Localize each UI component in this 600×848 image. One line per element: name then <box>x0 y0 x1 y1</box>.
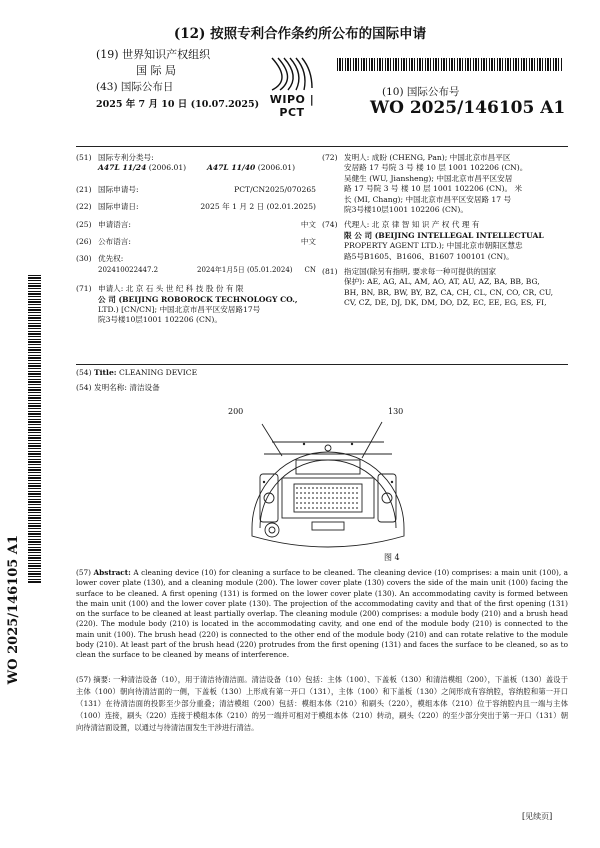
figure-label-130: 130 <box>388 407 404 416</box>
pub-no-label: 国际公布号 <box>406 86 460 98</box>
title-en: CLEANING DEVICE <box>119 368 198 377</box>
title-zh: 清洁设备 <box>129 383 160 392</box>
abstract-zh <box>76 674 568 734</box>
title-en-row <box>76 368 197 378</box>
abstract-zh-code: (57) <box>76 675 91 684</box>
biblio-left <box>76 153 316 326</box>
states-line: BH, BN, BR, BW, BY, BZ, CA, CH, CL, CN, CO, CR, CU, <box>344 287 554 297</box>
states-line: 保护): AE, AG, AL, AM, AO, AT, AU, AZ, BA, BB, BG, <box>344 277 540 287</box>
inventor-line: 安居路 17 号院 3 号 楼 10 层 1001 102206 (CN)。 <box>344 163 528 173</box>
applicant-line-2: 公 司 (BEIJING ROBOROCK TECHNOLOGY CO., <box>98 294 298 304</box>
applicant-text <box>98 284 298 326</box>
pub-date: 2025 年 7 月 10 日 (10.07.2025) <box>96 99 260 110</box>
agent-row <box>322 220 568 262</box>
abstract-en-code: (57) <box>76 568 91 577</box>
agent-line: 代理人: 北 京 律 智 知 识 产 权 代 理 有 <box>344 220 480 230</box>
pub-no-code: (10) <box>382 86 404 98</box>
flang-row <box>76 220 316 230</box>
figure-label-200: 200 <box>228 407 244 416</box>
ipc-label: 国际专利分类号: <box>98 153 154 162</box>
wipo-logo <box>258 54 326 119</box>
pub-no: WO 2025/146105 A1 <box>370 98 566 118</box>
side-barcode <box>28 275 41 583</box>
agent-text <box>344 220 544 262</box>
appno-code: (21) <box>76 184 92 194</box>
agent-line: 限 公 司 (BEIJING INTELLEGAL INTELLECTUAL <box>344 230 544 240</box>
continued-note: [见续页] <box>522 812 553 821</box>
states-line: CV, CZ, DE, DJ, DK, DM, DO, DZ, EC, EE, EG, ES, FI, <box>344 298 547 308</box>
states-line: 指定国(除另有指明, 要求每一种可提供的国家 <box>344 267 497 277</box>
applicant-row <box>76 284 316 326</box>
divider-top <box>76 146 568 147</box>
divider-mid <box>76 364 568 365</box>
flang: 中文 <box>300 219 316 229</box>
pub-no-label-row <box>382 84 459 99</box>
states-code: (81) <box>322 267 338 277</box>
inventor-line: 院3号楼10层1001 102206 (CN)。 <box>344 205 468 215</box>
ipc-row <box>76 153 316 163</box>
title-en-label: Title: <box>94 368 117 377</box>
applicant-code: (71) <box>76 284 92 294</box>
prio-code: (30) <box>76 254 92 264</box>
biblio-right <box>322 153 568 309</box>
prio-date: 2024年1月5日 (05.01.2024) <box>197 265 293 274</box>
ipc-2-date: (2006.01) <box>257 163 296 173</box>
states-row <box>322 267 568 309</box>
ipc-code: (51) <box>76 153 92 162</box>
abstract-en <box>76 568 568 661</box>
inventor-row <box>322 153 568 215</box>
org-subname: 国 际 局 <box>136 64 176 77</box>
pub-date-code: (43) <box>96 81 118 93</box>
org-name: 世界知识产权组织 <box>122 48 211 61</box>
abstract-zh-label: 摘要: <box>93 675 111 684</box>
plang-label: 公布语言: <box>98 237 131 247</box>
appno: PCT/CN2025/070265 <box>234 184 316 194</box>
appno-row <box>76 185 316 195</box>
inventor-line: 发明人: 成盼 (CHENG, Pan); 中国北京市昌平区 <box>344 153 511 162</box>
appno-label: 国际申请号: <box>98 184 139 194</box>
agent-code: (74) <box>322 220 338 230</box>
title-zh-row <box>76 383 160 393</box>
applicant-line-1: 申请人: 北 京 石 头 世 纪 科 技 股 份 有 限 <box>98 284 244 294</box>
fdate-code: (22) <box>76 202 92 212</box>
inventor-line: 吴健生 (WU, Jiansheng); 中国北京市昌平区安居 <box>344 173 513 183</box>
applicant-line-3: LTD.) [CN/CN]; 中国北京市昌平区安居路17号 <box>98 305 261 315</box>
inventor-text <box>344 153 527 215</box>
ipc-values <box>76 163 316 173</box>
org-block <box>96 46 210 78</box>
ipc-2: A47L 11/40 <box>206 163 256 173</box>
figure-caption: 图 4 <box>384 553 400 562</box>
pub-date-label: 国际公布日 <box>120 81 174 93</box>
states-text <box>344 267 553 309</box>
applicant-line-4: 院3号楼10层1001 102206 (CN)。 <box>98 315 222 325</box>
prio-cc: CN <box>304 265 316 274</box>
plang-row <box>76 237 316 247</box>
agent-line: PROPERTY AGENT LTD.); 中国北京市朝阳区慧忠 <box>344 241 523 251</box>
flang-code: (25) <box>76 219 92 229</box>
prio-label: 优先权: <box>98 254 124 264</box>
ipc-1-date: (2006.01) <box>148 163 187 173</box>
pub-date-block <box>96 79 259 110</box>
fdate-label: 国际申请日: <box>98 202 139 212</box>
abstract-zh-text: 一种清洁设备（10），用于清洁待清洁面。清洁设备（10）包括：主体（100）、下盖板（130）和清洁模组（200），下盖板（130）盖设于主体（100）朝向待清洁面的一侧，下盖板（130）上形成有第一开口（131），主体（100）和下盖板（130）之间形成有容纳腔，容纳腔和第一开口（131）在待清洁面的投影至少部分重叠；清洁模组（200）包括：模组本体（210）和刷头（220），模组本体（210）位于容纳腔内且一端与主体（100）连接，刷头（220）连接于模组本体（210）的另一端并可相对于模组本体（210）转动，刷头（220）的至少部分突出于第一开口（131）朝向待清洁面设置，以通过与待清洁面发生干涉进行清洁。 <box>76 675 568 732</box>
org-code: (19) <box>96 48 119 61</box>
fdate: 2025 年 1 月 2 日 (02.01.2025) <box>200 202 316 212</box>
inventor-code: (72) <box>322 153 338 162</box>
fdate-row <box>76 202 316 212</box>
abstract-en-text: A cleaning device (10) for cleaning a surface to be cleaned. The cleaning device (10) comprises: a main unit (100), a lower cover plate (130), and a cleaning module (200). The lower cover plate (130) covers the side of the main unit (100) facing the surface to be cleaned. A first opening (131) is formed on the lower cover plate (130). An accommodating cavity is formed between the main unit (100) and the lower cover plate (130). The projection of the accommodating cavity and that of the first opening (131) on the surface to be cleaned at least partially overlap. The cleaning module (200) comprises: a module body (210) and a brush head (220). The module body (210) is located in the accommodating cavity, and one end of the module body (210) is connected to the main unit (100). The brush head (220) is connected to the other end of the module body (210) and can rotate relative to the module body (210). At least part of the brush head (220) protrudes from the first opening (131) and faces the surface to be cleaned, so as to clean the surface to be cleaned by means of interference. <box>76 568 568 660</box>
inventor-line: 路 17 号院 3 号 楼 10 层 1001 102206 (CN)。 米 <box>344 184 523 194</box>
inventor-line: 长 (MI, Chang); 中国北京市昌平区安居路 17 号 <box>344 194 512 204</box>
ipc-1: A47L 11/24 <box>98 163 147 173</box>
document-title: (12) 按照专利合作条约所公布的国际申请 <box>173 26 427 42</box>
abstract-en-label: Abstract: <box>93 568 131 577</box>
prio-values <box>76 265 316 275</box>
agent-line: 路5号B1605、B1606、B1607 100101 (CN)。 <box>344 251 514 261</box>
side-pub-number: WO 2025/146105 A1 <box>6 535 21 685</box>
title-zh-label: 发明名称: <box>94 383 127 392</box>
title-en-code: (54) <box>76 368 92 377</box>
figure-4 <box>242 418 414 572</box>
plang: 中文 <box>300 237 316 247</box>
prio-row <box>76 254 316 264</box>
plang-code: (26) <box>76 237 92 247</box>
title-zh-code: (54) <box>76 383 92 392</box>
wipo-logo-text: WIPO | PCT <box>269 93 315 119</box>
prio-no: 202410022447.2 <box>98 265 159 274</box>
top-barcode <box>337 58 563 71</box>
flang-label: 申请语言: <box>98 219 131 229</box>
robot-underside-drawing <box>242 418 414 572</box>
